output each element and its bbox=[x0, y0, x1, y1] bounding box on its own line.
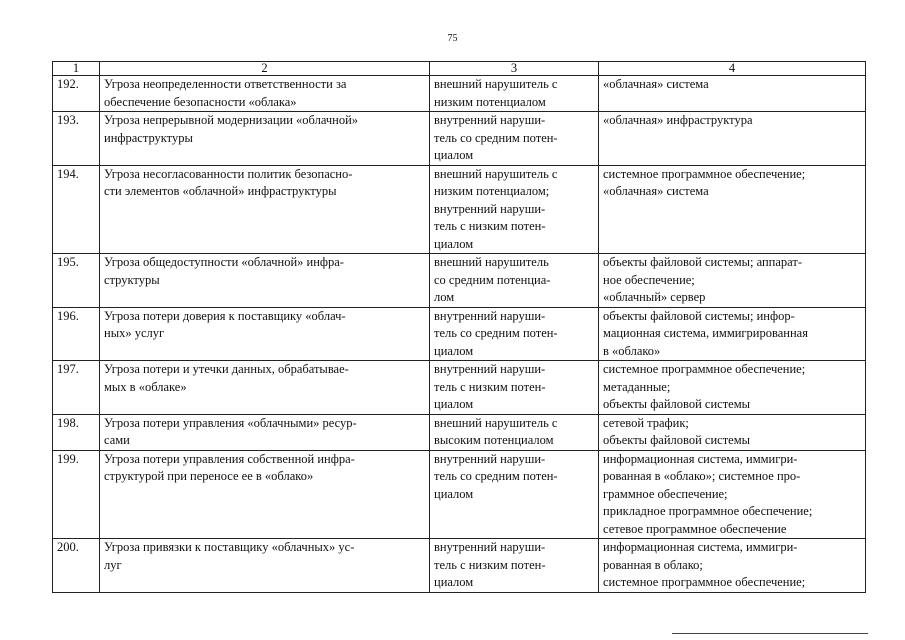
threat-name-line: Угроза непрерывной модернизации «облачной» bbox=[104, 113, 359, 127]
table-row bbox=[53, 112, 866, 166]
affected-objects-line: «облачная» система bbox=[603, 184, 709, 198]
affected-objects-line: мационная система, иммигрированная bbox=[603, 326, 808, 340]
threat-name-line: Угроза привязки к поставщику «облачных» ус- bbox=[104, 540, 355, 554]
intruder-line: внутренний наруши- bbox=[434, 362, 546, 376]
table-row bbox=[53, 307, 866, 361]
affected-objects-cell bbox=[599, 539, 866, 593]
affected-objects-line: прикладное программное обеспечение; bbox=[603, 504, 813, 518]
column-header-1: 1 bbox=[53, 62, 100, 76]
row-number: 196. bbox=[53, 307, 100, 361]
table-row bbox=[53, 450, 866, 539]
threat-name-cell bbox=[100, 361, 430, 415]
row-number: 195. bbox=[53, 254, 100, 308]
intruder-line: циалом bbox=[434, 236, 474, 251]
affected-objects-line: метаданные; bbox=[603, 379, 671, 394]
intruder-line: циалом bbox=[434, 486, 474, 501]
intruder-line: внутренний наруши- bbox=[434, 540, 546, 554]
affected-objects-line: объекты файловой системы; инфор- bbox=[603, 308, 795, 323]
intruder-cell bbox=[430, 254, 599, 308]
threat-name-line: Угроза общедоступности «облачной» инфра- bbox=[104, 255, 344, 269]
affected-objects-line: граммное обеспечение; bbox=[603, 486, 728, 501]
intruder-cell bbox=[430, 112, 599, 166]
affected-objects-cell bbox=[599, 361, 866, 415]
column-header-2: 2 bbox=[100, 62, 430, 76]
threat-name-cell bbox=[100, 112, 430, 166]
table-body bbox=[53, 76, 866, 593]
affected-objects-line: «облачный» сервер bbox=[603, 290, 706, 304]
intruder-cell bbox=[430, 307, 599, 361]
affected-objects-cell bbox=[599, 76, 866, 112]
page-number: 75 bbox=[447, 33, 458, 44]
affected-objects-line: системное программное обеспечение; bbox=[603, 166, 806, 181]
threat-name-cell bbox=[100, 165, 430, 254]
threat-name-cell bbox=[100, 254, 430, 308]
threat-name-line: инфраструктуры bbox=[104, 130, 193, 145]
affected-objects-line: системное программное обеспечение; bbox=[603, 362, 806, 376]
threat-name-line: Угроза потери управления «облачными» ресур- bbox=[104, 415, 357, 430]
affected-objects-line: объекты файловой системы; аппарат- bbox=[603, 255, 803, 269]
intruder-line: внутренний наруши- bbox=[434, 201, 546, 216]
intruder-cell bbox=[430, 361, 599, 415]
intruder-line: внешний нарушитель bbox=[434, 255, 549, 269]
table-row bbox=[53, 254, 866, 308]
threat-name-cell bbox=[100, 76, 430, 112]
footer-rule bbox=[672, 633, 868, 634]
row-number: 199. bbox=[53, 450, 100, 539]
row-number: 198. bbox=[53, 414, 100, 450]
intruder-line: низким потенциалом bbox=[434, 94, 546, 109]
intruder-line: внешний нарушитель с bbox=[434, 415, 558, 430]
threat-name-line: Угроза потери управления собственной инфра- bbox=[104, 451, 355, 466]
table-row bbox=[53, 165, 866, 254]
threat-name-cell bbox=[100, 450, 430, 539]
threat-name-line: ных» услуг bbox=[104, 326, 165, 340]
affected-objects-cell bbox=[599, 165, 866, 254]
intruder-line: лом bbox=[434, 290, 455, 304]
intruder-cell bbox=[430, 165, 599, 254]
affected-objects-line: рованная в облако; bbox=[603, 557, 703, 572]
intruder-line: внешний нарушитель с bbox=[434, 77, 558, 91]
affected-objects-line: сетевое программное обеспечение bbox=[603, 521, 787, 536]
affected-objects-cell bbox=[599, 112, 866, 166]
row-number: 200. bbox=[53, 539, 100, 593]
affected-objects-line: информационная система, иммигри- bbox=[603, 451, 798, 466]
table-row bbox=[53, 76, 866, 112]
header-row bbox=[53, 62, 866, 76]
affected-objects-line: ное обеспечение; bbox=[603, 272, 695, 287]
affected-objects-line: рованная в «облако»; системное про- bbox=[603, 469, 801, 483]
intruder-cell bbox=[430, 539, 599, 593]
threat-name-line: Угроза несогласованности политик безопасно- bbox=[104, 166, 353, 181]
intruder-line: тель с низким потен- bbox=[434, 557, 546, 572]
affected-objects-line: в «облако» bbox=[603, 343, 661, 358]
threat-name-line: структурой при переносе ее в «облако» bbox=[104, 469, 314, 483]
threat-name-line: луг bbox=[104, 557, 122, 572]
affected-objects-line: сетевой трафик; bbox=[603, 415, 689, 430]
intruder-line: циалом bbox=[434, 397, 474, 411]
threat-name-cell bbox=[100, 414, 430, 450]
table-row bbox=[53, 539, 866, 593]
threat-name-line: сти элементов «облачной» инфраструктуры bbox=[104, 184, 337, 198]
intruder-line: циалом bbox=[434, 575, 474, 589]
intruder-cell bbox=[430, 76, 599, 112]
intruder-line: циалом bbox=[434, 343, 474, 358]
intruder-line: внешний нарушитель с bbox=[434, 166, 558, 181]
affected-objects-line: системное программное обеспечение; bbox=[603, 575, 806, 589]
intruder-line: тель со средним потен- bbox=[434, 469, 558, 483]
intruder-line: тель со средним потен- bbox=[434, 326, 558, 340]
affected-objects-cell bbox=[599, 307, 866, 361]
affected-objects-cell bbox=[599, 414, 866, 450]
intruder-line: тель с низким потен- bbox=[434, 379, 546, 394]
intruder-cell bbox=[430, 450, 599, 539]
affected-objects-line: объекты файловой системы bbox=[603, 397, 751, 411]
table-row bbox=[53, 361, 866, 415]
row-number: 192. bbox=[53, 76, 100, 112]
column-header-4: 4 bbox=[599, 62, 866, 76]
threat-name-line: мых в «облаке» bbox=[104, 379, 187, 394]
intruder-line: тель со средним потен- bbox=[434, 130, 558, 145]
intruder-line: внутренний наруши- bbox=[434, 451, 546, 466]
intruder-line: циалом bbox=[434, 148, 474, 162]
row-number: 193. bbox=[53, 112, 100, 166]
threat-table bbox=[52, 61, 866, 593]
affected-objects-cell bbox=[599, 450, 866, 539]
intruder-line: внутренний наруши- bbox=[434, 113, 546, 127]
threat-name-line: обеспечение безопасности «облака» bbox=[104, 94, 297, 109]
affected-objects-cell bbox=[599, 254, 866, 308]
affected-objects-line: информационная система, иммигри- bbox=[603, 540, 798, 554]
intruder-cell bbox=[430, 414, 599, 450]
row-number: 197. bbox=[53, 361, 100, 415]
affected-objects-line: объекты файловой системы bbox=[603, 433, 751, 447]
intruder-line: внутренний наруши- bbox=[434, 308, 546, 323]
intruder-line: высоким потенциалом bbox=[434, 433, 554, 447]
affected-objects-line: «облачная» инфраструктура bbox=[603, 113, 753, 127]
affected-objects-line: «облачная» система bbox=[603, 77, 709, 91]
threat-name-line: Угроза потери и утечки данных, обрабатывае- bbox=[104, 362, 349, 376]
threat-name-line: сами bbox=[104, 433, 130, 447]
intruder-line: низким потенциалом; bbox=[434, 184, 550, 198]
threat-name-line: Угроза неопределенности ответственности за bbox=[104, 77, 347, 91]
threat-name-line: структуры bbox=[104, 272, 160, 287]
column-header-3: 3 bbox=[430, 62, 599, 76]
intruder-line: со средним потенциа- bbox=[434, 272, 551, 287]
threat-name-cell bbox=[100, 539, 430, 593]
table-row bbox=[53, 414, 866, 450]
threat-name-cell bbox=[100, 307, 430, 361]
threat-name-line: Угроза потери доверия к поставщику «облач- bbox=[104, 308, 346, 323]
row-number: 194. bbox=[53, 165, 100, 254]
intruder-line: тель с низким потен- bbox=[434, 219, 546, 233]
